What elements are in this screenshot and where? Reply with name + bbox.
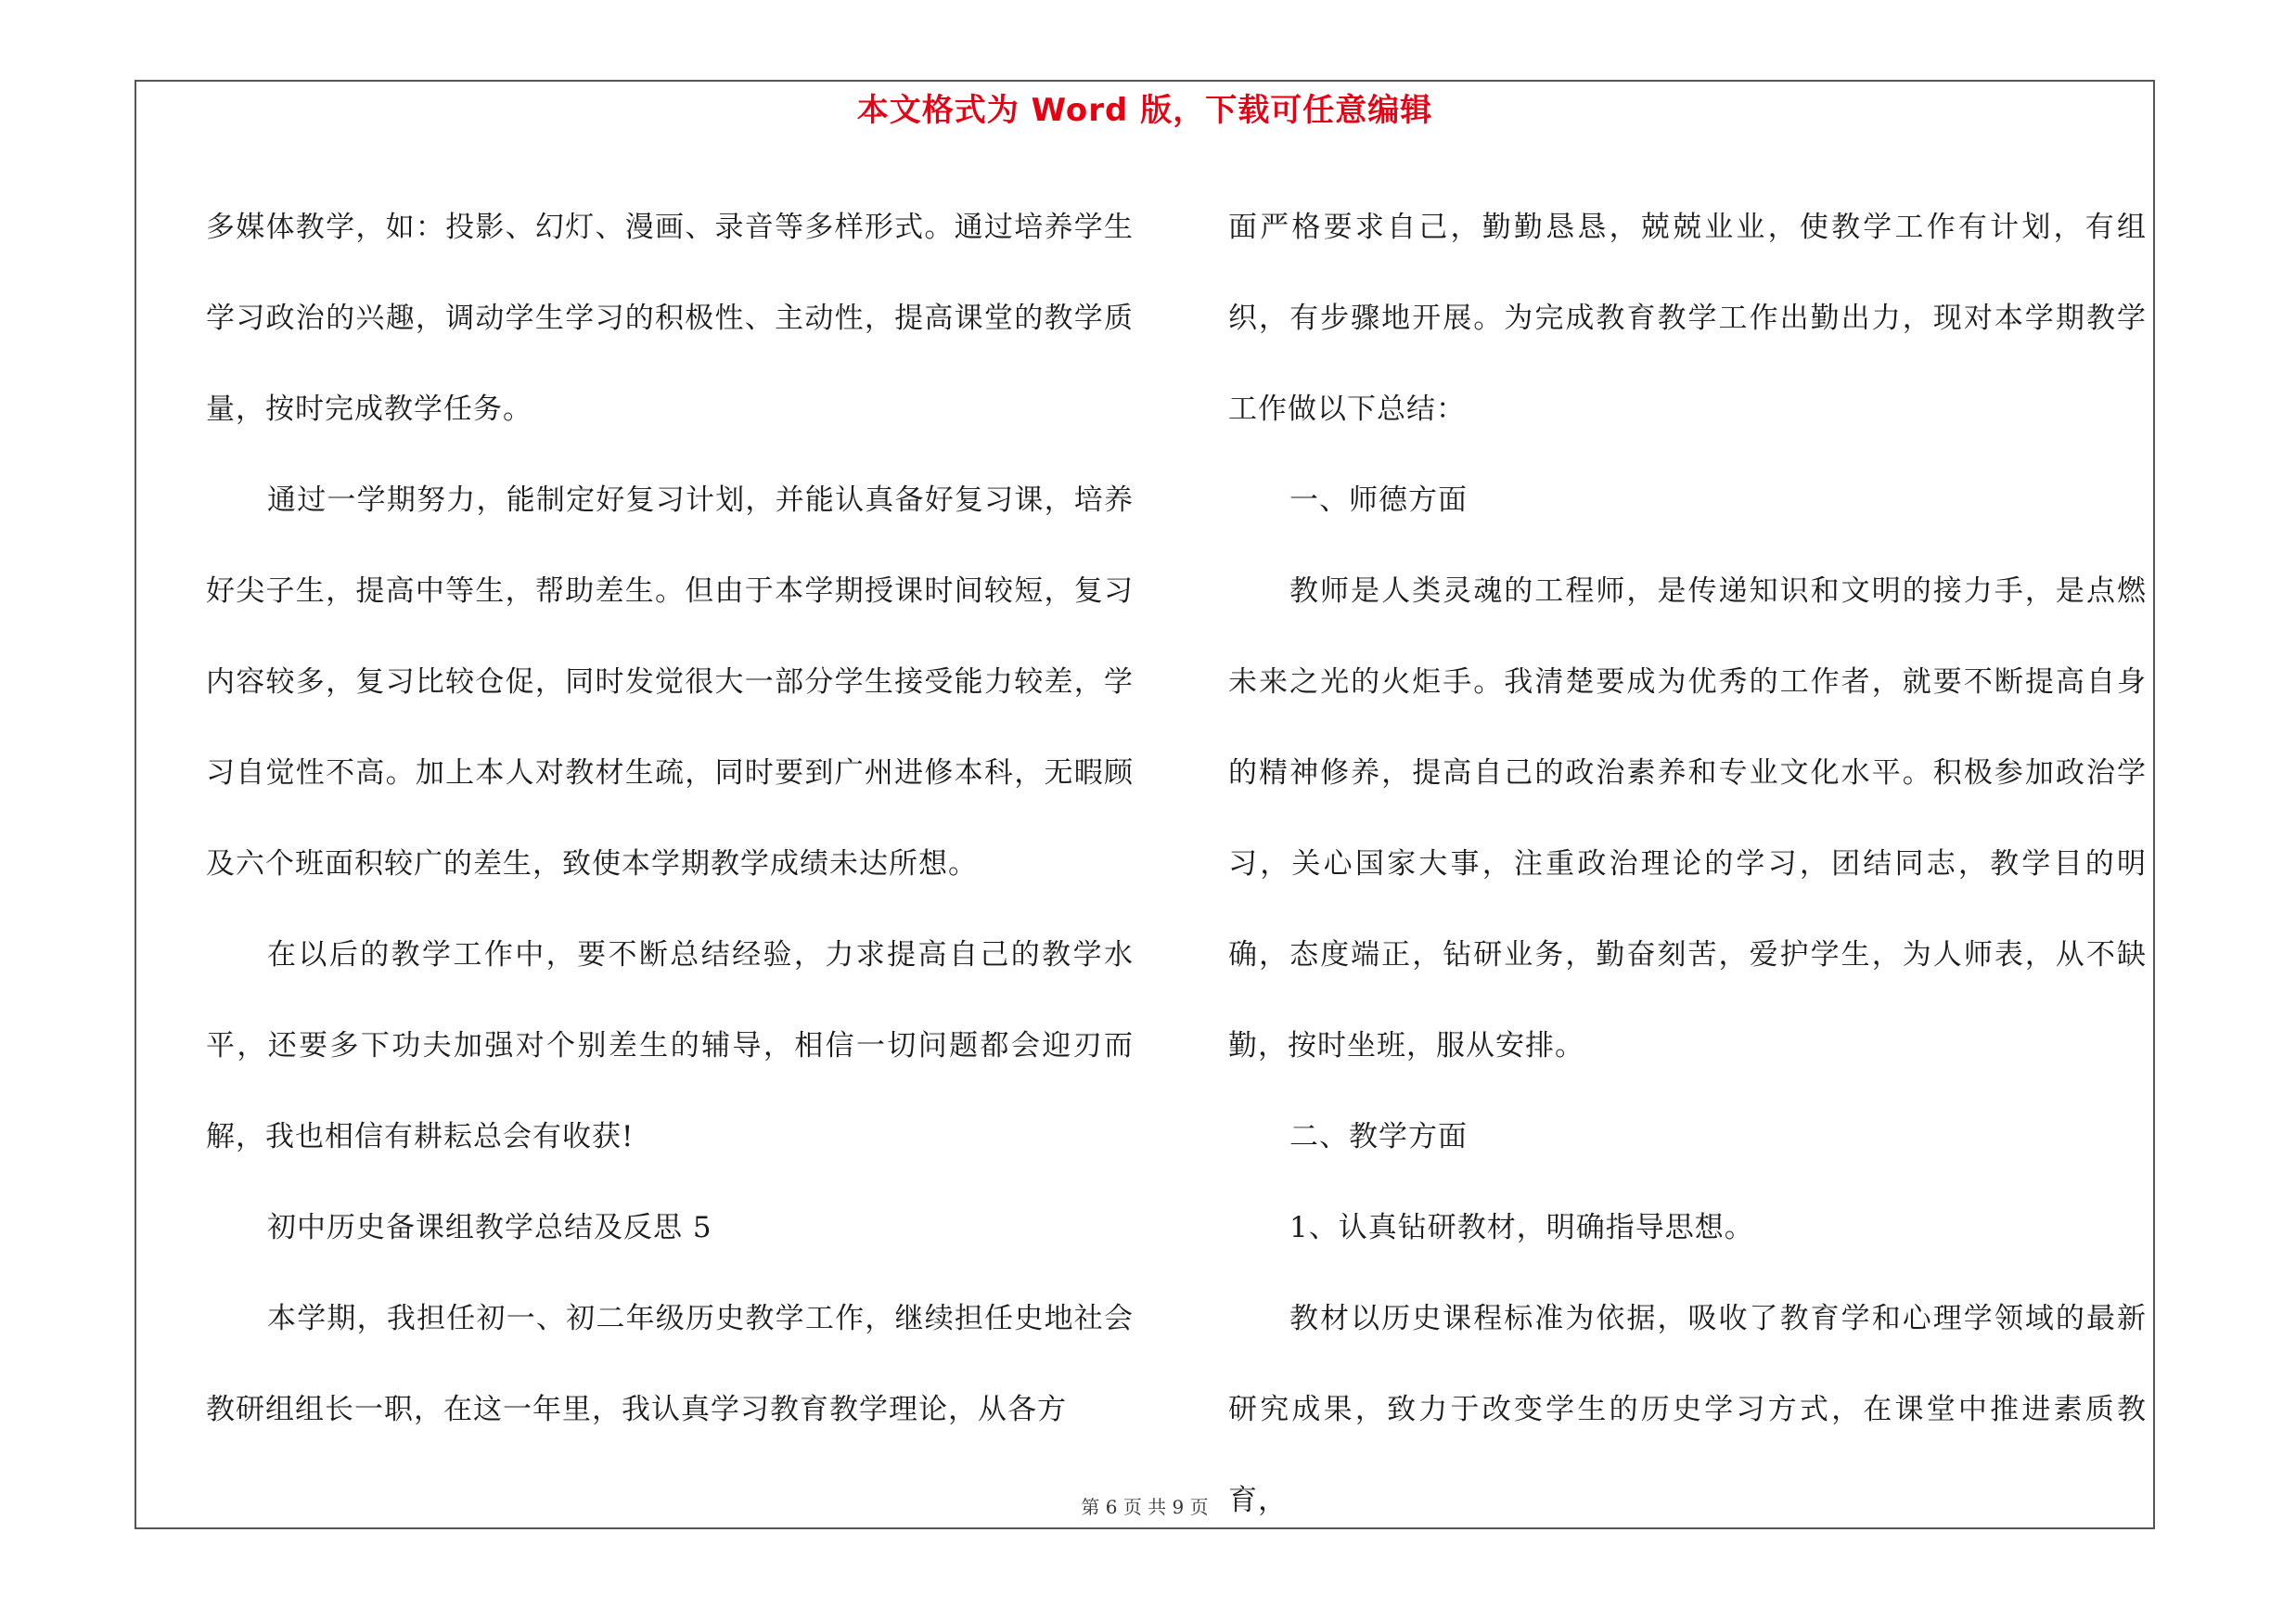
paragraph: 教材以历史课程标准为依据，吸收了教育学和心理学领域的最新研究成果，致力于改变学生的历史学习方式，在课堂中推进素质教育， [1228,1302,2147,1517]
left-text-column [206,182,1134,1455]
subsection-heading: 1、认真钻研教材，明确指导思想。 [1289,1211,1754,1244]
format-notice-banner: 本文格式为 Word 版，下载可任意编辑 [856,92,1433,129]
paragraph: 面严格要求自己，勤勤恳恳，兢兢业业，使教学工作有计划，有组织，有步骤地开展。为完成教育教学工作出勤出力，现对本学期教学工作做以下总结： [1228,211,2147,426]
section-title: 初中历史备课组教学总结及反思 5 [267,1211,712,1244]
paragraph: 在以后的教学工作中，要不断总结经验，力求提高自己的教学水平，还要多下功夫加强对个别差生的辅导，相信一切问题都会迎刃而解，我也相信有耕耘总会有收获! [206,938,1134,1153]
paragraph: 本学期，我担任初一、初二年级历史教学工作，继续担任史地社会教研组组长一职，在这一年里，我认真学习教育教学理论，从各方 [206,1302,1134,1426]
paragraph: 通过一学期努力，能制定好复习计划，并能认真备好复习课，培养好尖子生，提高中等生，帮助差生。但由于本学期授课时间较短，复习内容较多，复习比较仓促，同时发觉很大一部分学生接受能力较差，学习自觉性不高。加上本人对教材生疏，同时要到广州进修本科，无暇顾及六个班面积较广的差生，致使本学期教学成绩未达所想。 [206,483,1134,881]
section-heading: 一、师德方面 [1289,483,1468,517]
paragraph: 多媒体教学，如：投影、幻灯、漫画、录音等多样形式。通过培养学生学习政治的兴趣，调动学生学习的积极性、主动性，提高课堂的教学质量，按时完成教学任务。 [206,211,1134,426]
page-number: 第 6 页 共 9 页 [1081,1496,1209,1518]
paragraph: 教师是人类灵魂的工程师，是传递知识和文明的接力手，是点燃未来之光的火炬手。我清楚要成为优秀的工作者，就要不断提高自身的精神修养，提高自己的政治素养和专业文化水平。积极参加政治学习，关心国家大事，注重政治理论的学习，团结同志，教学目的明确，态度端正，钻研业务，勤奋刻苦，爱护学生，为人师表，从不缺勤，按时坐班，服从安排。 [1228,574,2147,1063]
section-heading: 二、教学方面 [1289,1120,1468,1153]
right-text-column [1228,182,2165,1546]
